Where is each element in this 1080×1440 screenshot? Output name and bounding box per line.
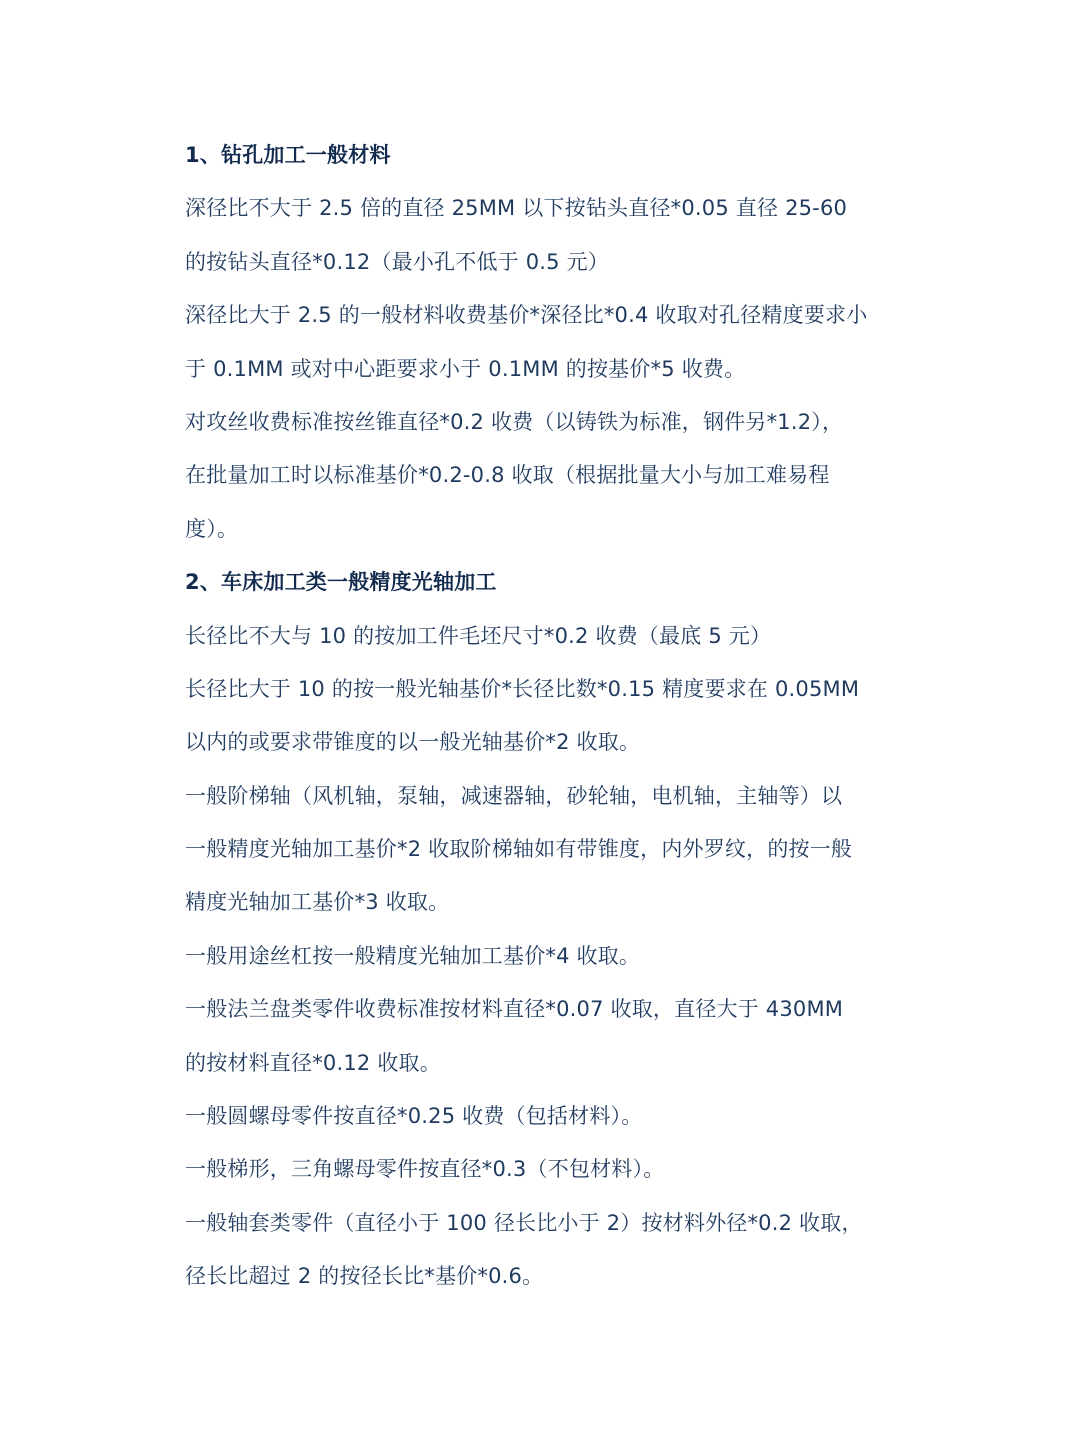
text-line: 一般圆螺母零件按直径*0.25 收费（包括材料）。 [185,1104,643,1129]
text-line: 对攻丝收费标准按丝锥直径*0.2 收费（以铸铁为标准，钢件另*1.2）， [185,409,844,434]
document-page [185,129,897,1304]
text-line: 在批量加工时以标准基价*0.2-0.8 收取（根据批量大小与加工难易程 [185,463,830,488]
paragraph-lead-screw [185,930,897,983]
text-line: 长径比不大与 10 的按加工件毛坯尺寸*0.2 收费（最底 5 元） [185,623,772,648]
text-line: 一般法兰盘类零件收费标准按材料直径*0.07 收取，直径大于 430MM [185,997,844,1022]
text-line: 一般梯形，三角螺母零件按直径*0.3（不包材料）。 [185,1157,665,1182]
paragraph-round-nut [185,1090,897,1143]
paragraph-drill-depth-ratio-small [185,182,897,289]
text-line: 深径比大于 2.5 的一般材料收费基价*深径比*0.4 收取对孔径精度要求小 [185,303,868,328]
paragraph-shaft-long [185,663,897,770]
text-line: 的按钻头直径*0.12（最小孔不低于 0.5 元） [185,249,610,274]
paragraph-shaft-short [185,610,897,663]
text-line: 径长比超过 2 的按径长比*基价*0.6。 [185,1264,544,1289]
text-line: 一般精度光轴加工基价*2 收取阶梯轴如有带锥度，内外罗纹，的按一般 [185,837,853,862]
text-line: 一般用途丝杠按一般精度光轴加工基价*4 收取。 [185,943,641,968]
text-line: 深径比不大于 2.5 倍的直径 25MM 以下按钻头直径*0.05 直径 25-60 [185,196,848,221]
paragraph-stepped-shaft [185,770,897,930]
paragraph-bushing [185,1197,897,1304]
paragraph-flange [185,983,897,1090]
text-line: 的按材料直径*0.12 收取。 [185,1050,441,1075]
text-line: 以内的或要求带锥度的以一般光轴基价*2 收取。 [185,730,641,755]
text-line: 长径比大于 10 的按一般光轴基价*长径比数*0.15 精度要求在 0.05MM [185,676,860,701]
paragraph-trapezoid-nut [185,1143,897,1196]
text-line: 于 0.1MM 或对中心距要求小于 0.1MM 的按基价*5 收费。 [185,356,746,381]
text-line: 精度光轴加工基价*3 收取。 [185,890,450,915]
text-line: 一般阶梯轴（风机轴，泵轴，减速器轴，砂轮轴，电机轴，主轴等）以 [185,783,843,808]
paragraph-tapping [185,396,897,556]
text-line: 度）。 [185,516,239,541]
section-heading-lathe: 2、车床加工类一般精度光轴加工 [185,570,497,595]
text-line: 一般轴套类零件（直径小于 100 径长比小于 2）按材料外径*0.2 收取， [185,1210,863,1235]
section-heading-drilling: 1、钻孔加工一般材料 [185,143,391,167]
paragraph-drill-depth-ratio-large [185,289,897,396]
